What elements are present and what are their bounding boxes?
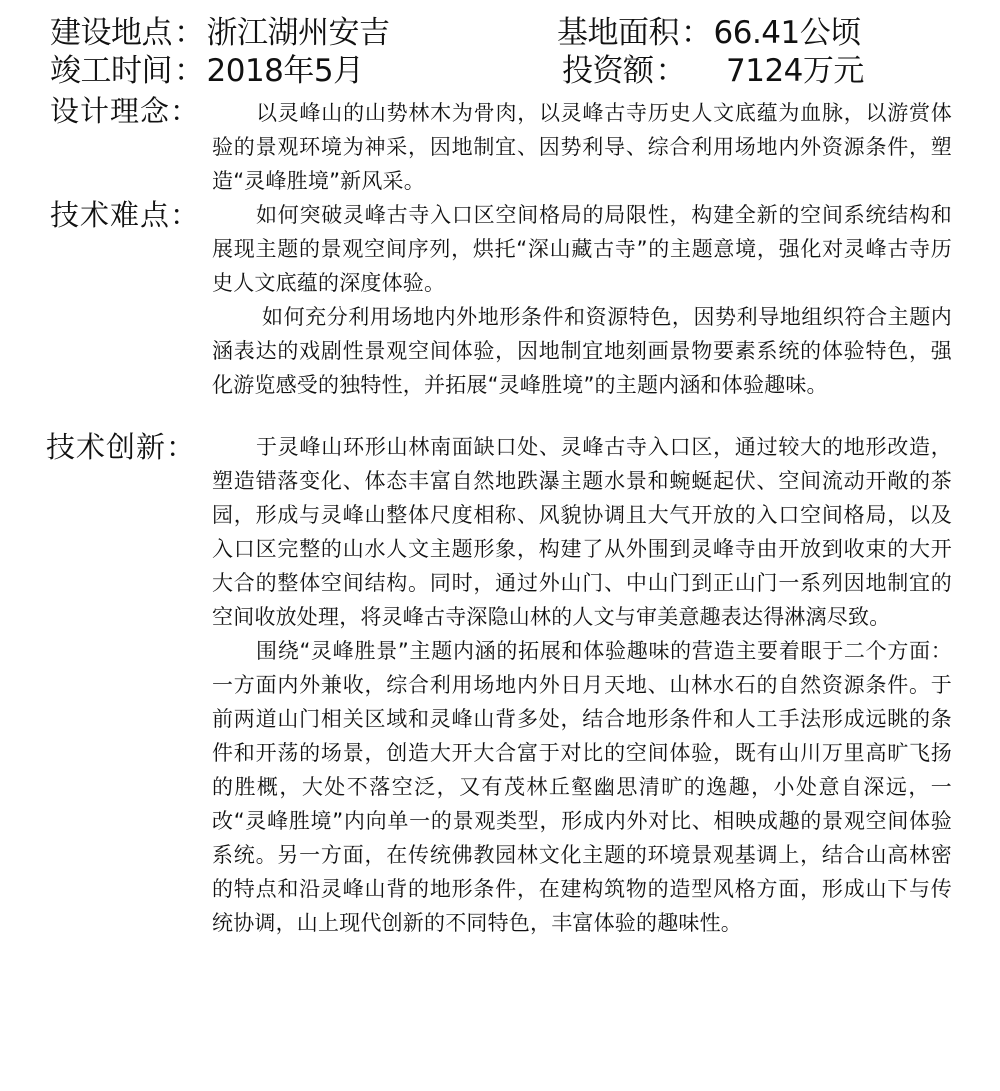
meta-investment-label: 投资额 [562, 53, 654, 89]
technical-innovation-body [212, 430, 952, 940]
meta-location-label: 建设地点 [50, 15, 172, 51]
technical-innovation-paragraph-2: 围绕“灵峰胜景”主题内涵的拓展和体验趣味的营造主要着眼于二个方面：一方面内外兼收，综合利用场地内外日月天地、山林水石的自然资源条件。于前两道山门相关区域和灵峰山背多处，结合地形条件和人工手法形成远眺的条件和开荡的场景，创造大开大合富于对比的空间体验，既有山川万里高旷飞扬的胜概，大处不落空泛，又有茂林丘壑幽思清旷的逸趣，小处意自深远，一改“灵峰胜境”内向单一的景观类型，形成内外对比、相映成趣的景观空间体验系统。另一方面，在传统佛教园林文化主题的环境景观基调上，结合山高林密的特点和沿灵峰山背的地形条件，在建构筑物的造型风格方面，形成山下与传统协调，山上现代创新的不同特色，丰富体验的趣味性。 [212, 639, 952, 935]
design-concept-body [212, 96, 952, 198]
technical-innovation-label: 技术创新： [46, 430, 197, 464]
meta-location-separator: ： [174, 15, 205, 51]
meta-location-value: 浙江湖州安吉 [206, 15, 390, 51]
meta-completion [50, 52, 364, 90]
meta-area-label: 基地面积 [557, 15, 679, 51]
meta-location [50, 14, 390, 52]
meta-completion-separator: ： [174, 53, 205, 89]
technical-innovation-paragraph-1: 于灵峰山环形山林南面缺口处、灵峰古寺入口区，通过较大的地形改造，塑造错落变化、体态丰富自然地跌瀑主题水景和蜿蜒起伏、空间流动开敞的茶园，形成与灵峰山整体尺度相称、风貌协调且大气开放的入口空间格局，以及入口区完整的山水人文主题形象，构建了从外围到灵峰寺由开放到收束的大开大合的整体空间结构。同时，通过外山门、中山门到正山门一系列因地制宜的空间收放处理，将灵峰古寺深隐山林的人文与审美意趣表达得淋漓尽致。 [212, 435, 952, 629]
meta-area [557, 14, 861, 52]
meta-investment-value: 7124万元 [726, 53, 864, 89]
meta-completion-label: 竣工时间 [50, 53, 172, 89]
technical-difficulty-paragraph-1: 如何突破灵峰古寺入口区空间格局的局限性，构建全新的空间系统结构和展现主题的景观空间序列，烘托“深山藏古寺”的主题意境，强化对灵峰古寺历史人文底蕴的深度体验。 [212, 203, 952, 295]
design-concept-label: 设计理念： [50, 94, 201, 128]
meta-completion-value: 2018年5月 [206, 53, 364, 89]
meta-investment-separator: ： [655, 53, 686, 89]
meta-investment [562, 52, 864, 90]
technical-difficulty-label: 技术难点： [50, 198, 201, 232]
meta-area-value: 66.41公顷 [713, 15, 861, 51]
meta-area-separator: ： [681, 15, 712, 51]
technical-difficulty-body [212, 198, 952, 402]
design-concept-paragraph: 以灵峰山的山势林木为骨肉，以灵峰古寺历史人文底蕴为血脉，以游赏体验的景观环境为神采，因地制宜、因势利导、综合利用场地内外资源条件，塑造“灵峰胜境”新风采。 [212, 101, 952, 193]
technical-difficulty-paragraph-2: 如何充分利用场地内外地形条件和资源特色，因势利导地组织符合主题内涵表达的戏剧性景观空间体验，因地制宜地刻画景物要素系统的体验特色，强化游览感受的独特性，并拓展“灵峰胜境”的主题内涵和体验趣味。 [212, 305, 952, 397]
